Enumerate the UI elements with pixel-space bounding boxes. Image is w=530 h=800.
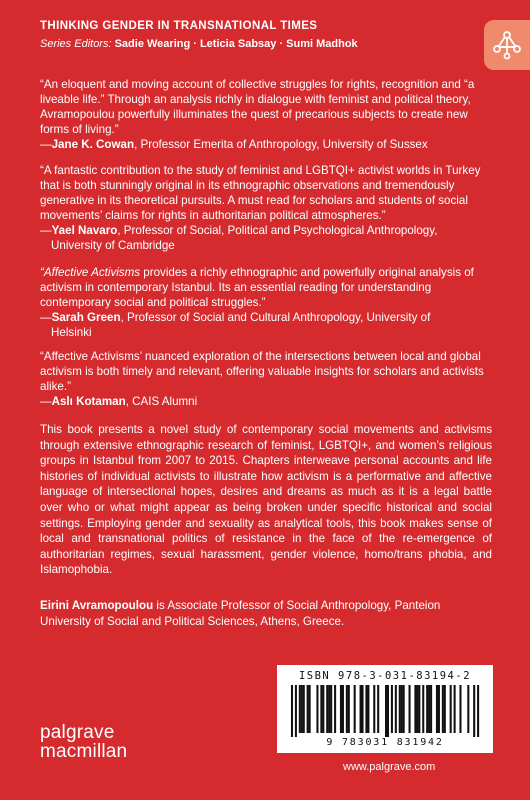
quote-text: “Affective Activisms provides a richly ethnographic and powerfully original analysis of activism in contemporary Istanbul. Its an essential reading for understanding contemporary social and political struggles.” xyxy=(40,266,474,309)
barcode-bar xyxy=(387,685,389,737)
quote-attribution-cont: Helsinki xyxy=(51,326,92,339)
barcode-bar xyxy=(328,685,330,733)
quote-navaro xyxy=(40,163,492,253)
quote-attribution: —Jane K. Cowan, Professor Emerita of Anthropology, University of Sussex xyxy=(40,138,428,151)
quote-attribution: —Aslı Kotaman, CAIS Alumni xyxy=(40,395,198,408)
barcode-bar xyxy=(309,685,311,733)
barcode-bar xyxy=(414,685,416,733)
barcode-bar xyxy=(301,685,303,733)
quote-attribution-cont: University of Cambridge xyxy=(51,239,175,252)
barcode-bar xyxy=(322,685,324,733)
barcode-bar xyxy=(401,685,403,733)
barcode-bar xyxy=(373,685,375,733)
barcode-bar xyxy=(459,685,461,733)
author-bio-text: is Associate Professor of Social Anthropology, Panteion University of Social and Political Sciences, Athens, Greece. xyxy=(40,599,441,628)
barcode-bar xyxy=(360,685,362,733)
barcode-bar xyxy=(307,685,309,733)
publisher-logo-line1: palgrave xyxy=(40,722,115,743)
barcode-bars xyxy=(289,685,481,737)
quote-green xyxy=(40,265,492,340)
barcode-bar xyxy=(299,685,301,733)
barcode-bar xyxy=(365,685,367,733)
barcode-digits: 9 783031 831942 xyxy=(326,737,444,748)
quote-attribution: —Sarah Green, Professor of Social and Cultural Anthropology, University of xyxy=(40,311,431,324)
barcode-bar xyxy=(454,685,456,733)
barcode-bar xyxy=(367,685,369,733)
barcode-bar xyxy=(418,685,420,733)
barcode-bar xyxy=(399,685,401,733)
barcode-bar xyxy=(316,685,318,733)
barcode-bar xyxy=(303,685,305,733)
springer-horse-logo-badge xyxy=(484,20,530,70)
quote-text: “A fantastic contribution to the study of feminist and LGBTQI+ activist worlds in Turkey that is both stunningly original in its ethnographic observations and tremendously generative in its theoretical pursuits. A must read for scholars and students of social movements’ claims for rights in authoritarian political atmospheres.” xyxy=(40,164,481,222)
quote-text: “An eloquent and moving account of collective struggles for rights, recognition and “a liveable life.” Through an analysis richly in dialogue with feminist and political theory, Avramopoulou powerfully illuminates the quest of precarious subjects to create new forms of living.” xyxy=(40,78,475,136)
barcode-bar xyxy=(291,685,293,737)
barcode-bar xyxy=(320,685,322,733)
author-name: Eirini Avramopoulou xyxy=(40,599,154,612)
series-editors xyxy=(40,38,358,50)
barcode-bar xyxy=(348,685,350,733)
author-bio xyxy=(40,598,492,629)
barcode-bar xyxy=(430,685,432,733)
barcode-bar xyxy=(438,685,440,733)
barcode-bar xyxy=(334,685,336,733)
barcode-bar xyxy=(330,685,332,733)
quote-attribution: —Yael Navaro, Professor of Social, Political and Psychological Anthropology, xyxy=(40,224,438,237)
barcode-bar xyxy=(422,685,424,733)
barcode-bar xyxy=(426,685,428,733)
barcode-bar xyxy=(391,685,393,733)
barcode-bar xyxy=(428,685,430,733)
barcode-bar xyxy=(326,685,328,733)
barcode-bar xyxy=(436,685,438,733)
quote-cowan xyxy=(40,77,492,152)
barcode-bar xyxy=(409,685,411,733)
barcode-bar xyxy=(395,685,397,733)
series-editors-names: Sadie Wearing · Leticia Sabsay · Sumi Madhok xyxy=(114,38,358,50)
barcode-bar xyxy=(450,685,452,733)
book-description: This book presents a novel study of contemporary social movements and activisms through extensive ethnographic research of feminist, LGBTQI+, and women’s religious groups in Istanbul from 2007 to 2015. Chapters interweave personal accounts and life histories of individual activists to illustrate how activism is a performative and affective language of intersectional hopes, desires and dreams as much as it is a legal battle over who or what might appear as being broken under specific historical and social settings. Employing gender and sexuality as analytical tools, this book makes sense of local and transnational politics of resistance in the face of the re-emergence of authoritarian regimes, sexual harassment, gender violence, homo/trans phobia, and Islamophobia. xyxy=(40,423,492,577)
barcode-bar xyxy=(442,685,444,733)
barcode-bar xyxy=(385,685,387,737)
quote-text: “Affective Activisms’ nuanced exploration of the intersections between local and global activism is both timely and relevant, offering valuable insights for scholars and activists alike.” xyxy=(40,350,484,393)
barcode-bar xyxy=(473,685,475,737)
series-title: THINKING GENDER IN TRANSNATIONAL TIMES xyxy=(40,20,318,32)
publisher-logo-line2: macmillan xyxy=(40,741,128,762)
barcode-bar xyxy=(444,685,446,733)
barcode-bar xyxy=(403,685,405,733)
barcode-bar xyxy=(340,685,342,733)
quote-kotaman xyxy=(40,349,492,409)
series-editors-lead: Series Editors: xyxy=(40,38,112,50)
barcode-bar xyxy=(467,685,469,733)
publisher-logo xyxy=(40,723,127,762)
barcode-bar xyxy=(342,685,344,733)
barcode-bar xyxy=(361,685,363,733)
isbn-barcode xyxy=(277,665,493,753)
barcode-bar xyxy=(295,685,297,737)
network-icon xyxy=(492,29,522,61)
barcode-bar xyxy=(354,685,356,733)
publisher-website: www.palgrave.com xyxy=(343,761,436,773)
isbn-text: ISBN 978-3-031-83194-2 xyxy=(298,670,472,682)
barcode-bar xyxy=(346,685,348,733)
barcode-bar xyxy=(477,685,479,737)
barcode-bar xyxy=(416,685,418,733)
barcode-bar xyxy=(377,685,379,733)
